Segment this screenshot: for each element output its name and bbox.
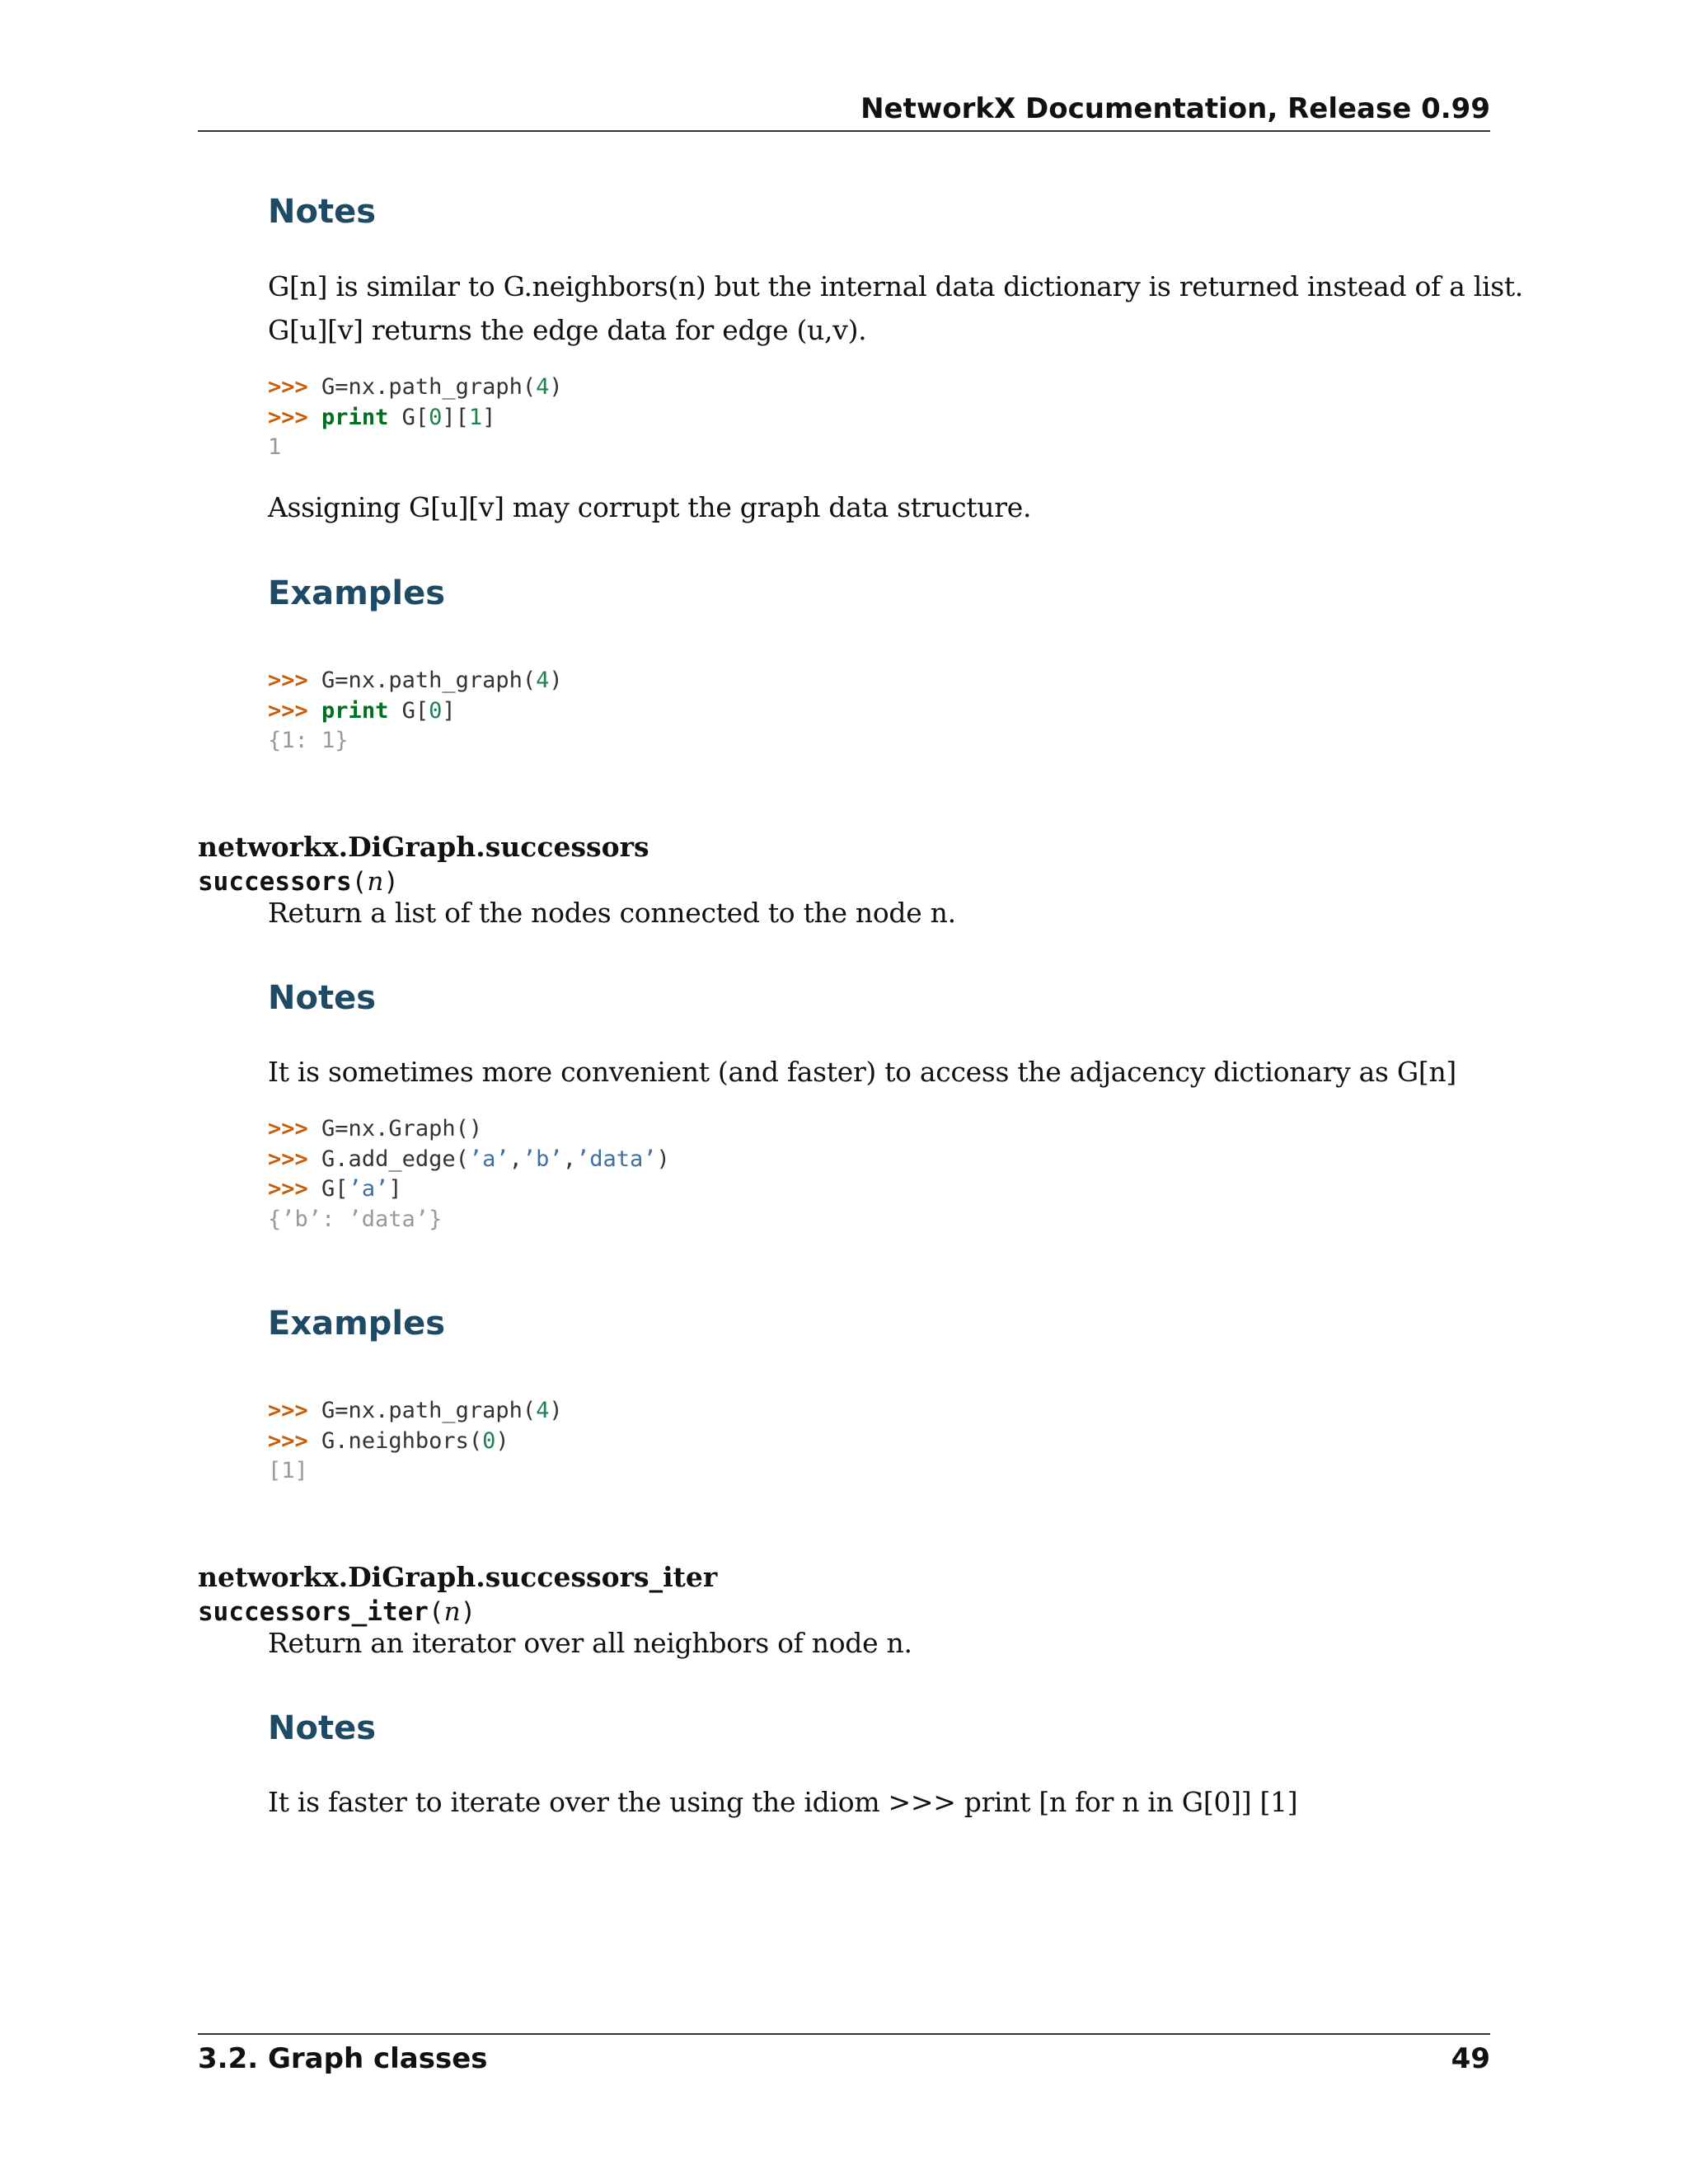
code-number: 4 <box>536 668 550 693</box>
api-description: Return a list of the nodes connected to the node n. <box>268 897 956 929</box>
code-text: ) <box>549 374 563 400</box>
function-name: successors <box>198 867 352 897</box>
code-block <box>268 1396 563 1487</box>
function-arg: n <box>443 1597 461 1627</box>
code-block <box>268 1114 670 1235</box>
code-text: ) <box>549 668 563 693</box>
code-prompt: >>> <box>268 1176 308 1202</box>
code-number: 1 <box>468 404 483 430</box>
api-signature <box>198 1596 476 1627</box>
page-number: 49 <box>1451 2042 1490 2075</box>
code-output: {’b’: ’data’} <box>268 1206 443 1232</box>
api-description: Return an iterator over all neighbors of node n. <box>268 1627 912 1659</box>
code-prompt: >>> <box>268 404 308 430</box>
notes-heading: Notes <box>268 1709 377 1747</box>
notes-paragraph: It is faster to iterate over the using the idiom >>> print [n for n in G[0]] [1] <box>268 1786 1298 1818</box>
code-number: 0 <box>429 404 443 430</box>
code-string: ’data’ <box>575 1146 657 1172</box>
code-text: G=nx.path_graph( <box>321 1398 537 1423</box>
code-text: G=nx.path_graph( <box>321 374 537 400</box>
examples-heading: Examples <box>268 574 446 612</box>
code-prompt: >>> <box>268 374 308 400</box>
api-signature <box>198 865 399 897</box>
notes-paragraph: G[u][v] returns the edge data for edge (u,v). <box>268 314 867 346</box>
function-arg: n <box>367 867 384 897</box>
code-keyword: print <box>321 404 389 430</box>
paren: ( <box>351 867 368 897</box>
examples-heading: Examples <box>268 1305 446 1343</box>
api-name: networkx.DiGraph.successors <box>198 831 649 863</box>
code-text: ] <box>442 697 456 724</box>
code-string: ’a’ <box>468 1146 509 1172</box>
notes-paragraph: Assigning G[u][v] may corrupt the graph data structure. <box>268 491 1032 523</box>
footer-section: 3.2. Graph classes <box>198 2042 488 2075</box>
code-text: G[ <box>321 1176 349 1202</box>
notes-heading: Notes <box>268 979 377 1017</box>
code-text: ) <box>549 1398 563 1423</box>
code-text: G[ <box>388 697 429 724</box>
code-text: G.add_edge( <box>321 1146 469 1172</box>
code-output: [1] <box>268 1458 308 1483</box>
code-string: ’b’ <box>522 1146 563 1172</box>
code-prompt: >>> <box>268 1398 308 1423</box>
footer-rule <box>198 2033 1490 2035</box>
notes-paragraph: G[n] is similar to G.neighbors(n) but the internal data dictionary is returned instead of a list. <box>268 270 1523 302</box>
code-number: 0 <box>482 1427 496 1454</box>
code-text: ) <box>495 1427 509 1454</box>
paren: ) <box>460 1597 476 1627</box>
code-text: G[ <box>388 404 429 430</box>
paren: ) <box>383 867 399 897</box>
code-block <box>268 666 563 757</box>
code-text: G=nx.Graph() <box>321 1116 483 1141</box>
code-output: 1 <box>268 434 282 460</box>
code-text: , <box>562 1146 576 1172</box>
notes-heading: Notes <box>268 193 377 231</box>
code-block <box>268 373 563 463</box>
code-prompt: >>> <box>268 697 308 724</box>
code-text: ][ <box>442 404 469 430</box>
code-number: 4 <box>536 374 550 400</box>
paren: ( <box>428 1597 444 1627</box>
header-rule <box>198 130 1490 132</box>
function-name: successors_iter <box>198 1597 429 1627</box>
code-prompt: >>> <box>268 1116 308 1141</box>
code-text: G.neighbors( <box>321 1427 483 1454</box>
running-header: NetworkX Documentation, Release 0.99 <box>860 92 1490 125</box>
code-text: G=nx.path_graph( <box>321 668 537 693</box>
code-text: ] <box>388 1176 402 1202</box>
code-keyword: print <box>321 697 389 724</box>
code-text: ) <box>656 1146 670 1172</box>
code-text: ] <box>482 404 496 430</box>
code-number: 4 <box>536 1398 550 1423</box>
api-name: networkx.DiGraph.successors_iter <box>198 1561 718 1593</box>
code-number: 0 <box>429 697 443 724</box>
code-prompt: >>> <box>268 1146 308 1172</box>
code-string: ’a’ <box>348 1176 389 1202</box>
notes-paragraph: It is sometimes more convenient (and faster) to access the adjacency dictionary as G[n] <box>268 1056 1456 1088</box>
code-text: , <box>509 1146 523 1172</box>
code-prompt: >>> <box>268 668 308 693</box>
code-prompt: >>> <box>268 1427 308 1454</box>
code-output: {1: 1} <box>268 728 349 753</box>
